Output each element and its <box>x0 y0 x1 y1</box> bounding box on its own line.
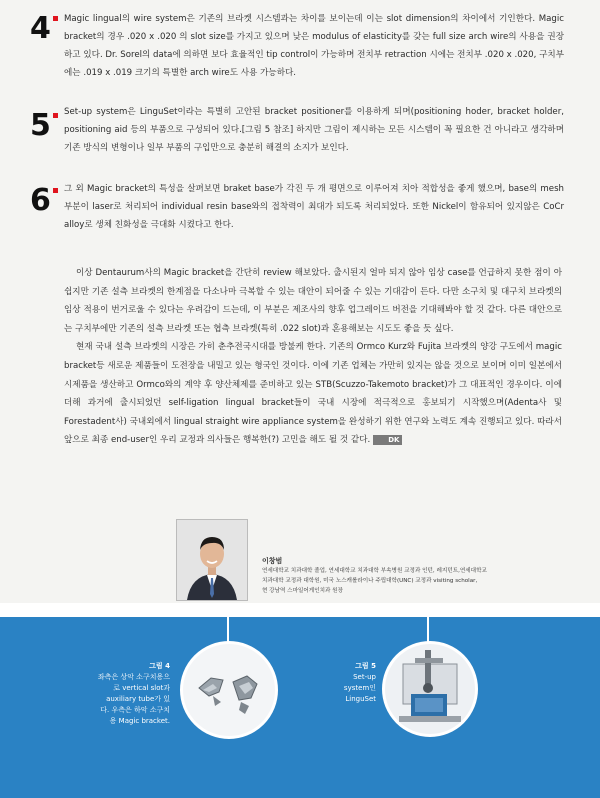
author-bio-line: 연세대학교 치과대학 졸업, 연세대학교 치과대학 부속병원 교정과 인턴, 레지던트,연세대학교 <box>262 568 487 574</box>
figure-4-caption <box>70 661 170 727</box>
caption-line: system인 <box>343 684 376 692</box>
caption-line: 다. 우측은 하악 소구치 <box>100 706 170 714</box>
caption-line: LinguSet <box>345 695 376 703</box>
section-text: Set-up system은 LinguSet이라는 특별히 고안된 bracket positioner를 이용하게 되며(positioning hoder, bracket holder, positioning aid 등의 부품으로 구성되어 있다.[그림 5 참조] 하지만 그림이 제시하는 모든 시스템이 꼭 필요한 건 아니라고 생각하며 기존 방식의 변형이나 일부 부품의 구입만으로 충분히 해결의 소지가 보인다. <box>64 107 564 153</box>
section-text: 그 외 Magic bracket의 특성을 살펴보면 braket base가 각진 두 개 평면으로 이루어져 치아 적합성을 좋게 했으며, base의 mesh 부분이 laser로 처리되어 individual resin base와의 접착력이 최대가 되도록 처리되었다. 또한 Nickel이 함유되어 있지않은 CoCr alloy로 생체 친화성을 극대화 시켰다고 한다. <box>64 184 564 230</box>
dk-badge: DK <box>373 435 402 445</box>
figure-5-image <box>382 641 478 737</box>
caption-line: auxiliary tube가 있 <box>106 695 170 703</box>
section-number: 6 <box>30 186 51 216</box>
author-bio-line: 현 강남역 스마일어게인치과 원장 <box>262 588 343 594</box>
caption-line: 용 Magic bracket. <box>109 717 170 725</box>
caption-line: 로 vertical slot과 <box>113 684 170 692</box>
figure-5-caption <box>320 661 376 705</box>
connector-line <box>227 603 229 643</box>
figure-4-title: 그림 4 <box>149 662 170 670</box>
caption-line: 좌측은 상악 소구치용으 <box>97 673 170 681</box>
figure-5-title: 그림 5 <box>355 662 376 670</box>
section-number: 5 <box>30 111 51 141</box>
connector-line <box>427 603 429 643</box>
author-info <box>262 556 582 596</box>
white-band <box>0 603 600 617</box>
author-name: 이창범 <box>262 557 283 565</box>
caption-line: Set-up <box>353 673 376 681</box>
figure-4-image <box>180 641 278 739</box>
body-paragraph: 이상 Dentaurum사의 Magic bracket을 간단히 review 해보았다. 출시된지 얼마 되지 않아 임상 case를 언급하지 못한 점이 아쉽지만 기존 설측 브라켓의 한계점을 다소나마 극복할 수 있는 대안이 되어줄 수 있는 기대감이 든다. 다만 소구치 및 대구치 브라켓의 임상 적용이 번거로울 수 있다는 우려감이 드는데, 이 부분은 제조사의 향후 업그레이드 버전을 기대해봐야 할 것 같다. 다른 대안으로는 구치부에만 기존의 설측 브라켓 또는 협측 브라켓(특히 .022 slot)과 혼용해보는 시도도 좋을 듯 싶다. <box>64 268 562 334</box>
body-paragraph: 현재 국내 설측 브라켓의 시장은 가히 춘추전국시대를 방불케 한다. 기존의 Ormco Kurz와 Fujita 브라켓의 양강 구도에서 magic bracket등 새로운 제품들이 도전장을 내밀고 있는 형국인 것이다. 이에 기존 업체는 가만히 있지는 않을 것으로 보이며 이미 일본에서 시제품을 생산하고 Ormco와의 계약 후 양산체제를 준비하고 있는 STB(Scuzzo-Takemoto bracket)가 그 대표적인 경우이다. 이에 더해 과거에 출시되었던 self-ligation lingual bracket들이 국내 시장에 적극적으로 홍보되기 시작했으며(Adenta사 및 Forestadent사) 국내외에서 lingual straight wire appliance system을 완성하기 위한 연구와 노력도 계속 진행되고 있다. 따라서 앞으로 최종 end-user인 우리 교정과 의사들은 행복한(?) 고민을 해도 될 것 같다. DK <box>64 342 562 446</box>
section-text: Magic lingual의 wire system은 기존의 브라켓 시스템과는 차이를 보이는데 이는 slot dimension의 차이에서 기인한다. Magic bracket의 경우 .020 x .020 의 slot size를 가지고 있으며 낮은 modulus of elasticity를 갖는 full size arch wire의 사용을 권장하고 있다. Dr. Sorel의 data에 의하면 보다 효율적인 tip control이 가능하며 전치부 retraction 시에는 전치부 .020 x .020, 구치부에는 .019 x .019 크기의 특별한 arch wire도 사용 가능하다. <box>64 14 564 78</box>
author-bio-line: 치과대학 교정과 대학원, 미국 노스캐롤라이나 주립대학(UNC) 교정과 visiting scholar, <box>262 578 478 584</box>
section-number: 4 <box>30 14 51 44</box>
body-text <box>64 264 562 450</box>
author-photo <box>176 519 248 601</box>
figure-panel <box>0 603 600 798</box>
